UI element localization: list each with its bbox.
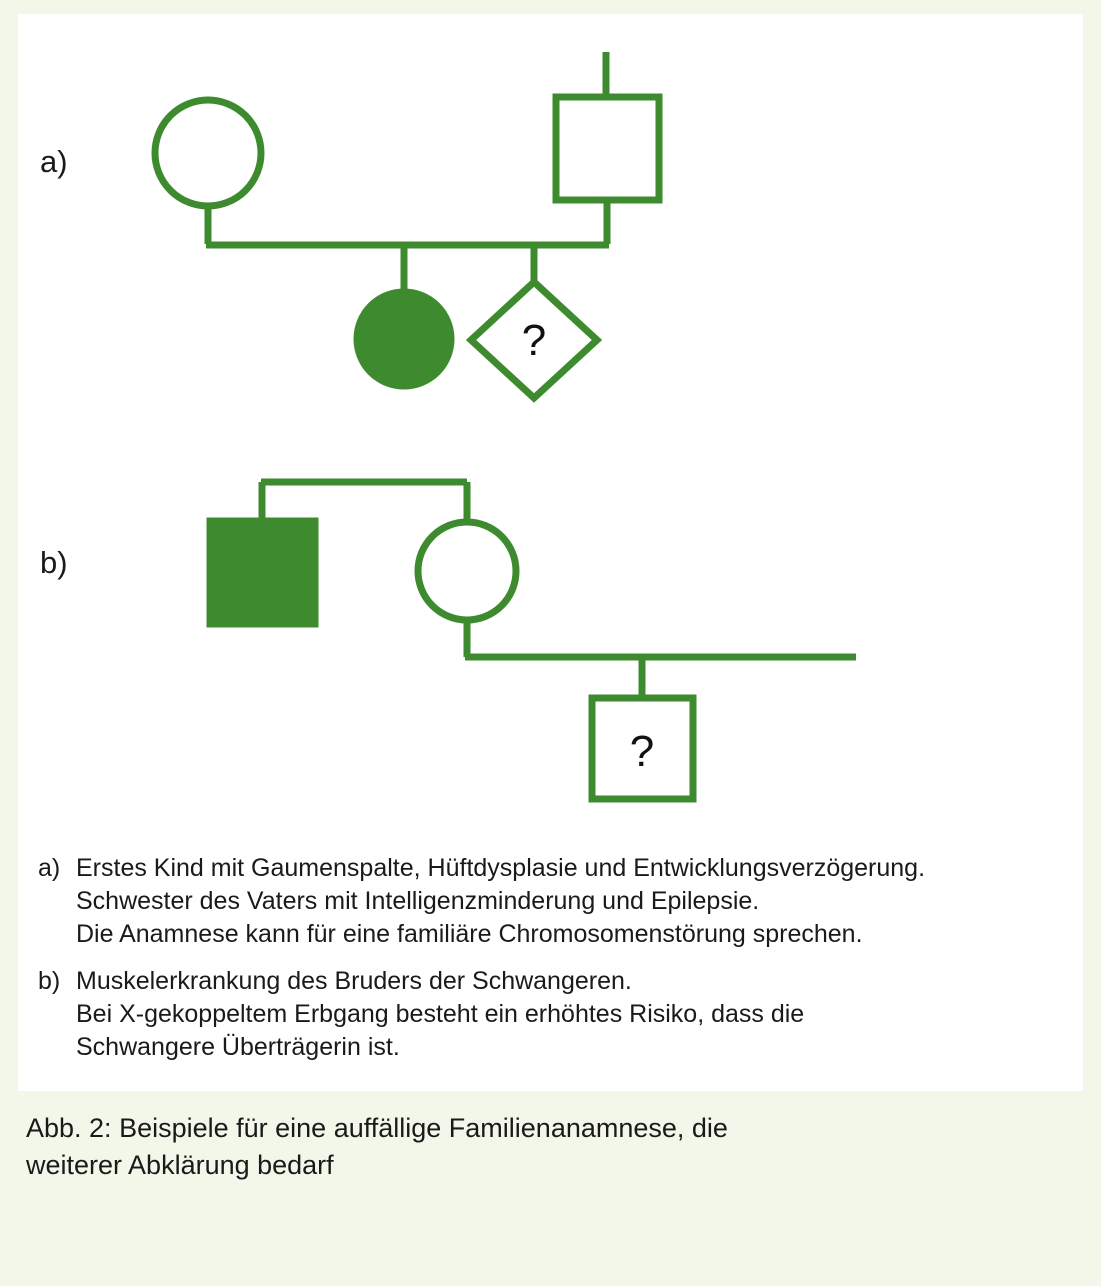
pregnancy-b-question-mark: ? [629,727,655,776]
node-father-a [556,97,659,200]
pedigree-svg [18,14,1083,834]
figure-caption [26,1110,1026,1184]
pregnancy-a-question-mark: ? [521,316,547,365]
legend-a-line-1: Erstes Kind mit Gaumenspalte, Hüftdysplasie und Entwicklungsverzögerung. [76,854,926,882]
legend-list [38,852,1058,1078]
node-affected-brother-b [210,521,315,624]
pedigree-diagram [18,14,1083,834]
legend-b-line-3: Schwangere Überträgerin ist. [76,1033,400,1061]
legend-item-a [38,852,1058,951]
panel-label-a: a) [40,144,68,179]
legend-b-line-2: Bei X-gekoppeltem Erbgang besteht ein erhöhtes Risiko, dass die [76,1000,805,1028]
node-pregnant-woman-b [418,522,516,620]
legend-b-line-1: Muskelerkrankung des Bruders der Schwangeren. [76,967,632,995]
legend-marker-a: a) [38,854,61,882]
legend-a-line-3: Die Anamnese kann für eine familiäre Chromosomenstörung sprechen. [76,920,863,948]
legend-item-b [38,965,1058,1064]
legend-text-a [76,852,925,951]
node-mother-a [155,100,261,206]
panel-label-b: b) [40,545,68,580]
figure-card [18,14,1083,1091]
legend-marker-b: b) [38,967,61,995]
node-affected-daughter-a [357,292,451,386]
legend-text-b [76,965,804,1064]
figure-caption-line-1: Abb. 2: Beispiele für eine auffällige Familienanamnese, die [26,1113,728,1143]
figure-caption-line-2: weiterer Abklärung bedarf [26,1150,334,1180]
legend-a-line-2: Schwester des Vaters mit Intelligenzminderung und Epilepsie. [76,887,760,915]
